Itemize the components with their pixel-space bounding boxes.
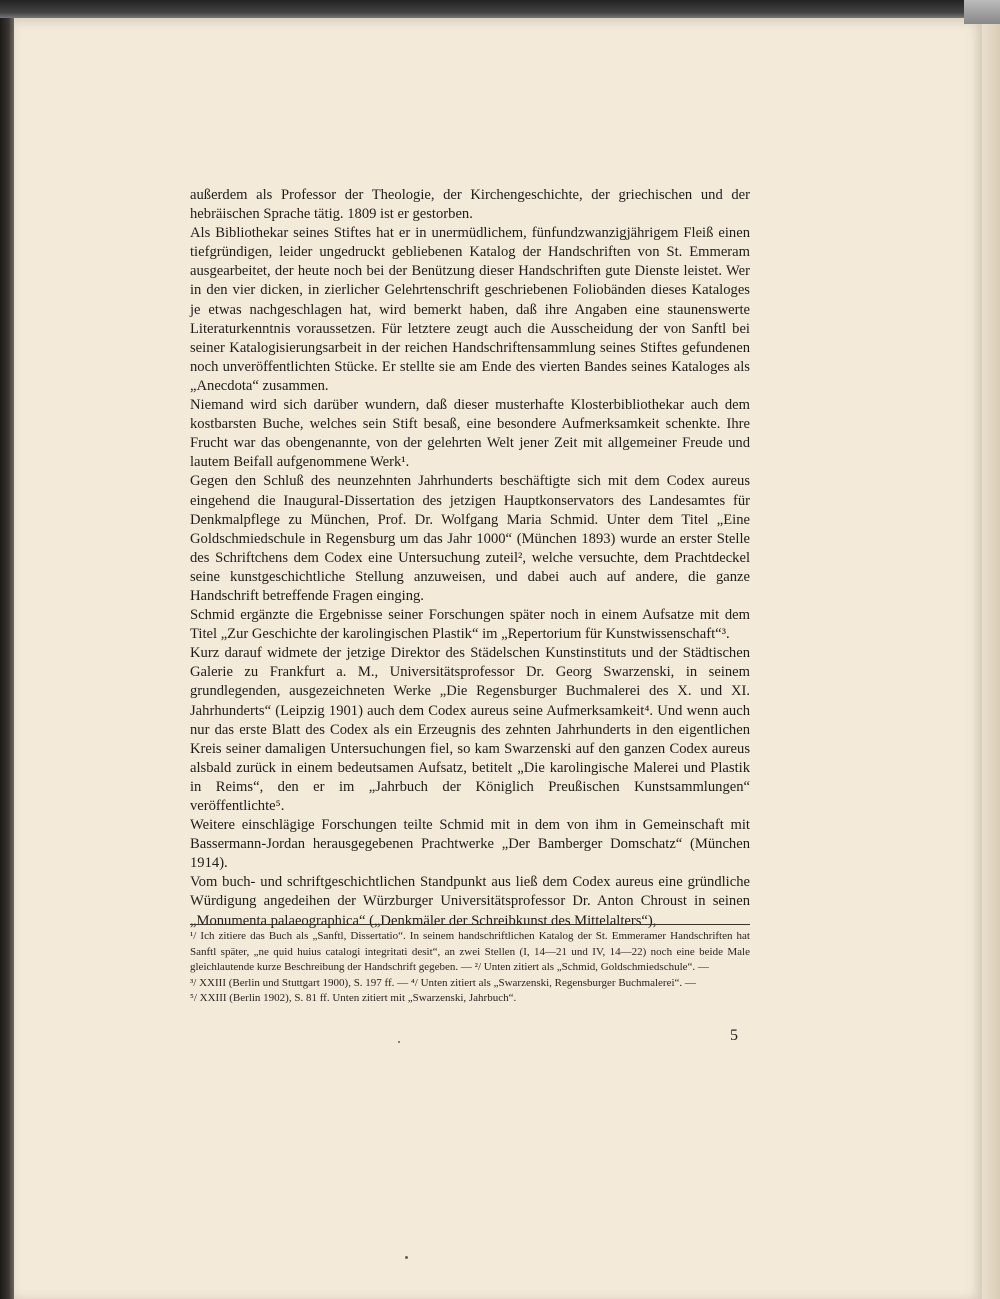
footnote: ⁵/ XXIII (Berlin 1902), S. 81 ff. Unten zitiert mit „Swarzenski, Jahrbuch“. bbox=[190, 992, 517, 1005]
main-text bbox=[190, 186, 750, 931]
footnotes bbox=[190, 929, 750, 1007]
scan-ruler-strip bbox=[964, 0, 1000, 24]
paragraph: Gegen den Schluß des neunzehnten Jahrhunderts beschäftigte sich mit dem Codex aureus eingehend die Inaugural-Dissertation des jetzigen Hauptkonservators des Landesamtes für Denkmalpflege zu München, Prof. Dr. Wolfgang Maria Schmid. Unter dem Titel „Eine Goldschmiedschule in Regensburg um das Jahr 1000“ (München 1893) wurde an erster Stelle des Schriftchens dem Codex eine Untersuchung zuteil², welche versuchte, dem Prachtdeckel seine kunstgeschichtliche Stellung anzuweisen, und dabei auch auf andere, die ganze Handschrift betreffende Fragen einging. bbox=[190, 473, 750, 604]
page-number: 5 bbox=[730, 1027, 738, 1044]
footnote: ³/ XXIII (Berlin und Stuttgart 1900), S. 197 ff. — ⁴/ Unten zitiert als „Swarzenski, Regensburger Buchmalerei“. — bbox=[190, 976, 696, 989]
page-right-edge bbox=[982, 0, 1000, 1299]
paragraph: Als Bibliothekar seines Stiftes hat er in unermüdlichem, fünfundzwanzigjährigem Fleiß einen tiefgründigen, leider ungedruckt gebliebenen Katalog der Handschriften von St. Emmeram ausgearbeitet, der heute noch bei der Benützung dieser Handschriften gute Dienste leistet. Wer in den vier dicken, in zierlicher Gelehrtenschrift geschriebenen Foliobänden dieses Kataloges je etwas nachgeschlagen hat, wird bemerkt haben, daß ihre Angaben eine staunenswerte Literaturkenntnis voraussetzen. Für letztere zeugt auch die Ausscheidung der von Sanftl bei seiner Katalogisierungsarbeit in der reichen Handschriftensammlung seines Stiftes gefundenen noch unveröffentlichten Stücke. Er stellte sie am Ende des vierten Bandes seines Kataloges als „Anecdota“ zusammen. bbox=[190, 225, 750, 394]
paragraph: außerdem als Professor der Theologie, der Kirchengeschichte, der griechischen und der hebräischen Sprache tätig. 1809 ist er gestorben. bbox=[190, 187, 750, 223]
footnote: ¹/ Ich zitiere das Buch als „Sanftl, Dissertatio“. In seinem handschriftlichen Katalog der St. Emmeramer Handschriften hat Sanftl später, „ne quid huius catalogi integritati desit“, an zwei Stellen (I, 14—21 und IV, 14—22) noch eine beide Male gleichlautende kurze Beschreibung der Handschrift gegeben. — ²/ Unten zitiert als „Schmid, Goldschmiedschule“. — bbox=[190, 930, 750, 974]
paragraph: Vom buch- und schriftgeschichtlichen Standpunkt aus ließ dem Codex aureus eine gründliche Würdigung angedeihen der Würzburger Universitätsprofessor Dr. Anton Chroust in seinen „Monumenta palaeographica“ („Denkmäler der Schreibkunst des Mittelalters“), bbox=[190, 874, 750, 929]
footnote-rule bbox=[190, 924, 750, 925]
paragraph: Kurz darauf widmete der jetzige Direktor des Städelschen Kunstinstituts und der Städtischen Galerie zu Frankfurt a. M., Universitätsprofessor Dr. Georg Swarzenski, in seinem grundlegenden, ausgezeichneten Werke „Die Regensburger Buchmalerei des X. und XI. Jahrhunderts“ (Leipzig 1901) auch dem Codex aureus seine Aufmerksamkeit⁴. Und wenn auch nur das erste Blatt des Codex als ein Erzeugnis des zehnten Jahrhunderts in den eigentlichen Kreis seiner damaligen Untersuchungen fiel, so kam Swarzenski auf den ganzen Codex aureus alsbald zurück in einem bedeutsamen Aufsatz, betitelt „Die karolingische Malerei und Plastik in Reims“, den er im „Jahrbuch der Königlich Preußischen Kunstsammlungen“ veröffentlichte⁵. bbox=[190, 645, 750, 814]
scan-border-top bbox=[0, 0, 1000, 18]
paper-speck bbox=[405, 1256, 408, 1259]
paragraph: Weitere einschlägige Forschungen teilte Schmid mit in dem von ihm in Gemeinschaft mit Bassermann-Jordan herausgegebenen Prachtwerke „Der Bamberger Domschatz“ (München 1914). bbox=[190, 817, 750, 872]
paper-speck bbox=[398, 1041, 400, 1043]
paragraph: Niemand wird sich darüber wundern, daß dieser musterhafte Klosterbibliothekar auch dem kostbarsten Buche, welches sein Stift besaß, eine besondere Aufmerksamkeit schenkte. Ihre Frucht war das obengenannte, von der gelehrten Welt jener Zeit mit allgemeiner Freude und lautem Beifall aufgenommene Werk¹. bbox=[190, 397, 750, 471]
scan-border-left bbox=[0, 0, 14, 1299]
paragraph: Schmid ergänzte die Ergebnisse seiner Forschungen später noch in einem Aufsatze mit dem Titel „Zur Geschichte der karolingischen Plastik“ im „Repertorium für Kunstwissenschaft“³. bbox=[190, 607, 750, 643]
